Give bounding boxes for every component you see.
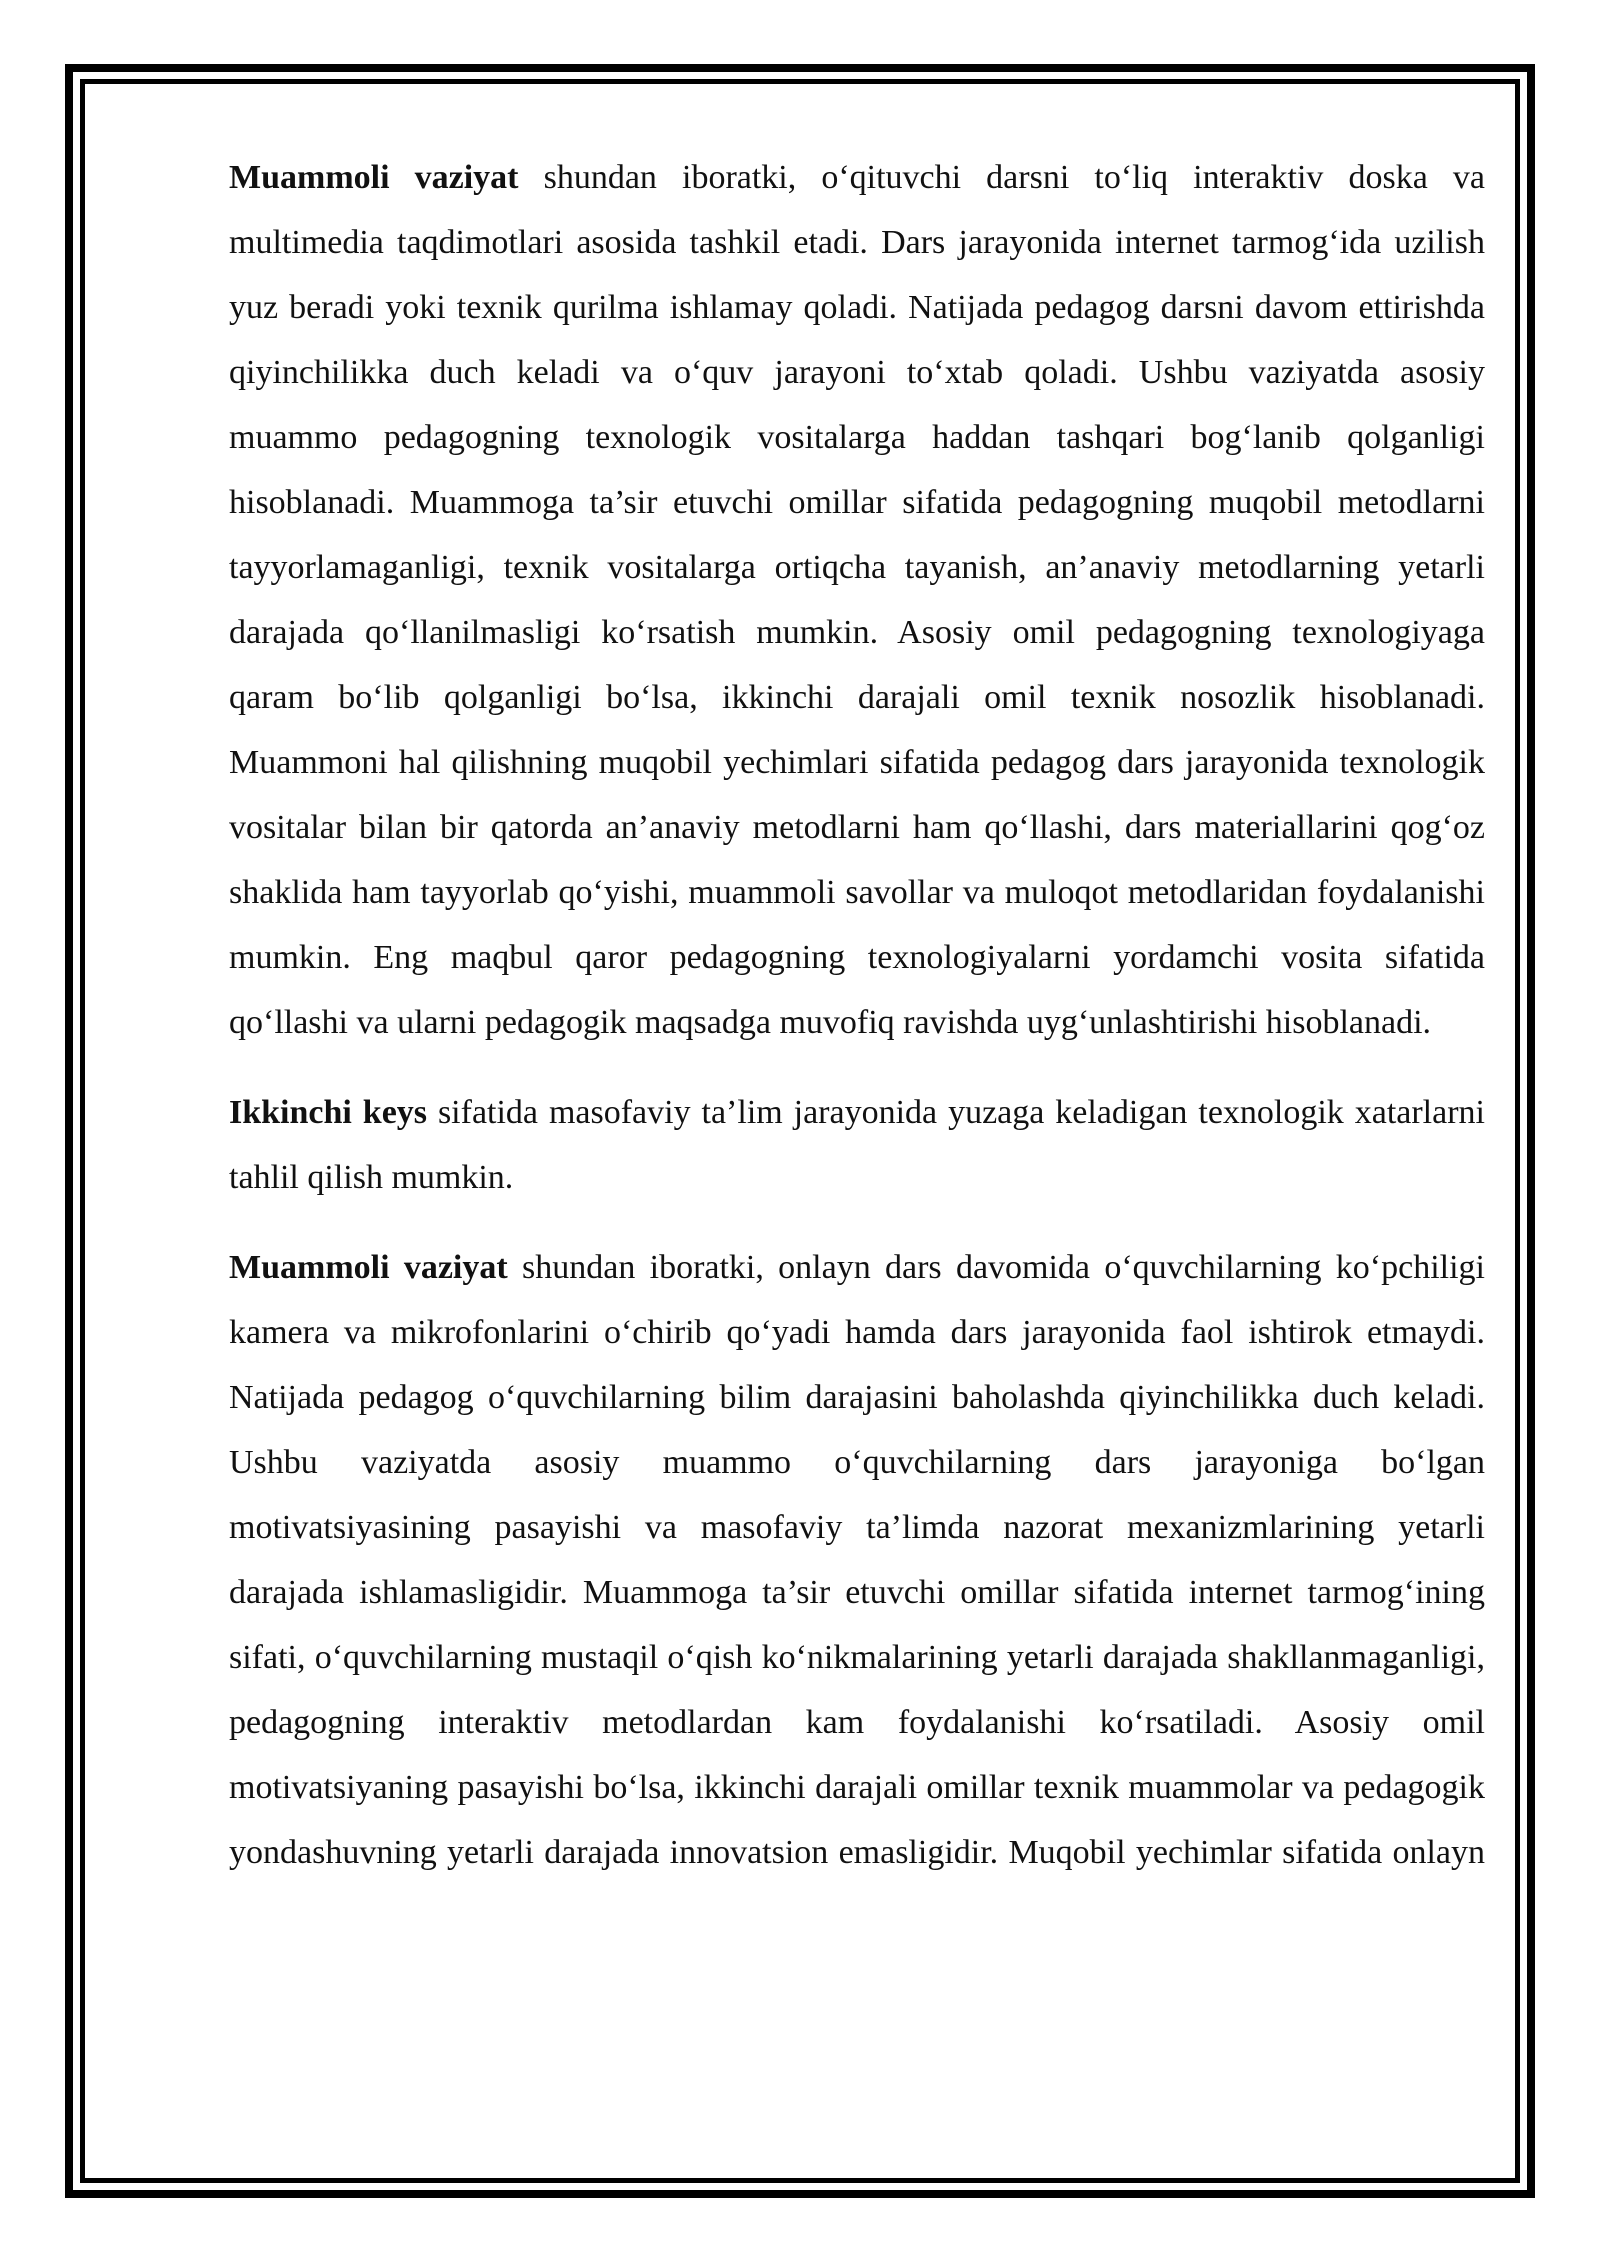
paragraph-case-two-problem [229, 1235, 1485, 1885]
document-body [229, 145, 1485, 1910]
paragraph-case-one-problem [229, 145, 1485, 1055]
paragraph-lead: Ikkinchi keys [229, 1094, 428, 1131]
paragraph-text: shundan iboratki, o‘qituvchi darsni to‘liq interaktiv doska va multimedia taqdimotlari asosida tashkil etadi. Dars jarayonida internet tarmog‘ida uzilish yuz beradi yoki texnik qurilma ishlamay qoladi. Natijada pedagog darsni davom ettirishda qiyinchilikka duch keladi va o‘quv jarayoni to‘xtab qoladi. Ushbu vaziyatda asosiy muammo pedagogning texnologik vositalarga haddan tashqari bog‘lanib qolganligi hisoblanadi. Muammoga ta’sir etuvchi omillar sifatida pedagogning muqobil metodlarni tayyorlamaganligi, texnik vositalarga ortiqcha tayanish, an’anaviy metodlarning yetarli darajada qo‘llanilmasligi ko‘rsatish mumkin. Asosiy omil pedagogning texnologiyaga qaram bo‘lib qolganligi bo‘lsa, ikkinchi darajali omil texnik nosozlik hisoblanadi. Muammoni hal qilishning muqobil yechimlari sifatida pedagog dars jarayonida texnologik vositalar bilan bir qatorda an’anaviy metodlarni ham qo‘llashi, dars materiallarini qog‘oz shaklida ham tayyorlab qo‘yishi, muammoli savollar va muloqot metodlaridan foydalanishi mumkin. Eng maqbul qaror pedagogning texnologiyalarni yordamchi vosita sifatida qo‘llashi va ularni pedagogik maqsadga muvofiq ravishda uyg‘unlashtirishi hisoblanadi. [229, 159, 1486, 1041]
paragraph-text: sifatida masofaviy ta’lim jarayonida yuzaga keladigan texnologik xatarlarni tahlil qilish mumkin. [229, 1094, 1485, 1196]
paragraph-text: shundan iboratki, onlayn dars davomida o‘quvchilarning ko‘pchiligi kamera va mikrofonlarini o‘chirib qo‘yadi hamda dars jarayonida faol ishtirok etmaydi. Natijada pedagog o‘quvchilarning bilim darajasini baholashda qiyinchilikka duch keladi. Ushbu vaziyatda asosiy muammo o‘quvchilarning dars jarayoniga bo‘lgan motivatsiyasining pasayishi va masofaviy ta’limda nazorat mexanizmlarining yetarli darajada ishlamasligidir. Muammoga ta’sir etuvchi omillar sifatida internet tarmog‘ining sifati, o‘quvchilarning mustaqil o‘qish ko‘nikmalarining yetarli darajada shakllanmaganligi, pedagogning interaktiv metodlardan kam foydalanishi ko‘rsatiladi. Asosiy omil motivatsiyaning pasayishi bo‘lsa, ikkinchi darajali omillar texnik muammolar va pedagogik yondashuvning yetarli darajada innovatsion emasligidir. Muqobil yechimlar sifatida onlayn [229, 1249, 1485, 1871]
paragraph-lead: Muammoli vaziyat [229, 159, 519, 196]
paragraph-lead: Muammoli vaziyat [229, 1249, 508, 1286]
paragraph-case-two-intro [229, 1080, 1485, 1210]
